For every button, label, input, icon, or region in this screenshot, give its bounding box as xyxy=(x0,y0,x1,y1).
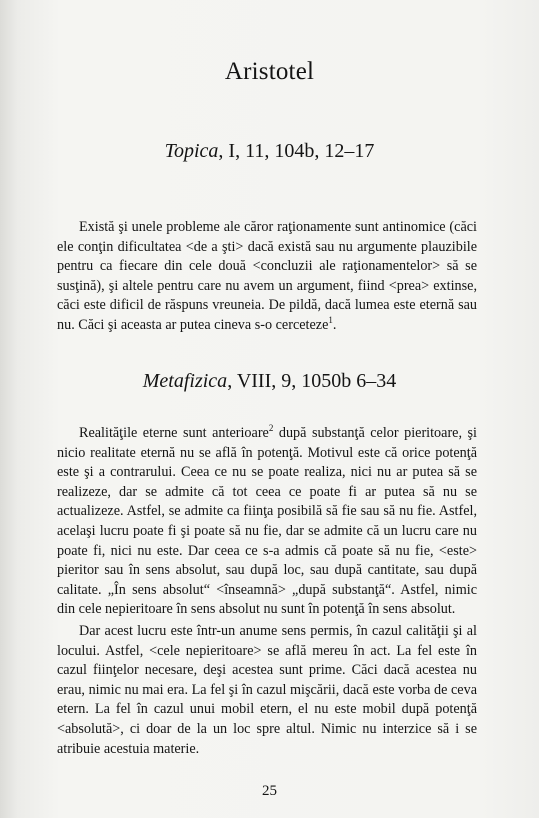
paragraph-end-punct: . xyxy=(332,316,337,333)
page-number: 25 xyxy=(262,783,277,799)
paragraph-text: după substanţă celor pieritoare, şi nicio realitate eternă nu se află în potenţă. Motivul este că orice potenţă este şi a contrarului. Ceea ce nu se poate realiza, nici nu ar putea să se realizeze, dar se admite că tot ceea ce poate fi ar putea să nu se actualizeze. Astfel, se admite ca fiinţa posibilă să fie sau să nu fie. Astfel, acelaşi lucru poate fi şi poate să nu fie, dar se admite că un lucru care nu poate fi, nici nu este. Dar ceea ce s-a admis că poate să nu fie, <este> pieritor sau în sens absolut, sau după loc, sau după cantitate, sau după calitate. „În sens absolut“ <înseamnă> „după substanţă“. Astfel, nimic din cele nepieritoare în sens absolut nu sunt în potenţă în sens absolut. xyxy=(57,425,477,618)
work-title: Metafizica xyxy=(142,370,228,392)
work-reference: , I, 11, 104b, 12–17 xyxy=(218,140,375,162)
work-title: Topica xyxy=(164,140,219,162)
paragraph-topica xyxy=(57,218,477,336)
footnote-marker[interactable]: 1 xyxy=(328,314,333,325)
work-reference: , VIII, 9, 1050b 6–34 xyxy=(227,370,397,392)
paragraph-text: Există şi unele probleme ale căror raţionamente sunt antinomice (căci ele conţin dificultatea <de a şti> dacă există sau nu argumente plauzibile pentru ca fiecare din cele două <concluzii ale raţionamentelor> să se susţină), şi altele pentru care nu avem un argument, fiind <prea> extinse, căci este dificil de răspuns vreuneia. De pildă, dacă lumea este eternă sau nu. Căci şi aceasta ar putea cineva s-o cerceteze xyxy=(57,219,477,333)
page-title: Aristotel xyxy=(224,58,315,85)
paragraph-metafizica-2 xyxy=(57,622,477,759)
paragraph-text-start: Realităţile eterne sunt anterioare xyxy=(79,425,269,441)
paragraph-text: Dar acest lucru este într-un anume sens permis, în cazul calităţii şi al locului. Astfel, <cele nepieritoare> se află mereu în act. La fel este în cazul fiinţelor necesare, deşi acestea sunt prime. Căci dacă acestea nu erau, nimic nu mai era. La fel şi în cazul mişcării, dacă este vorba de ceva etern. La fel în cazul unui mobil etern, el nu este mobil după potenţă <absolută>, ci doar de la un loc spre altul. Nimic nu interzice să i se atribuie acestuia materie. xyxy=(57,623,477,757)
footnote-marker[interactable]: 2 xyxy=(268,423,274,433)
paragraph-metafizica-1 xyxy=(57,424,477,620)
section-heading-metafizica xyxy=(0,370,539,393)
section-heading-topica xyxy=(0,140,539,163)
